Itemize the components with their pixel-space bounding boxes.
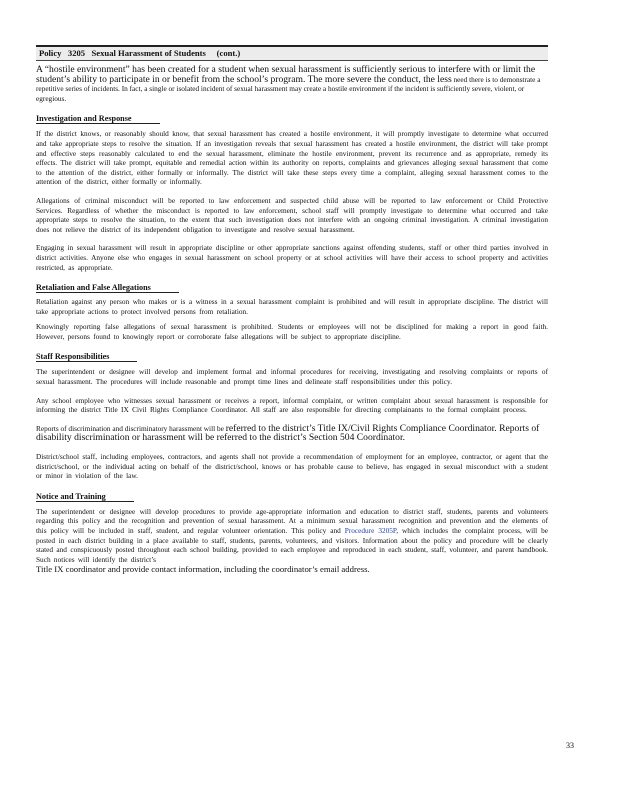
procedure-link[interactable]: Procedure 3205P	[344, 526, 397, 535]
notice-p1: The superintendent or designee will develop procedures to provide age-appropriate information and education to district staff, students, parents and volunteers regarding this policy and the recognition and prevention of sexual harassment. At a minimum sexual harassment recognition and prevention and the elements of this policy will be included in staff, student, and regular volunteer orientation. This policy and Procedure 3205P, which includes the complaint process, will be posted in each district building in a place available to staff, students, parents, volunteers, and visitors. Information about the policy and procedure will be clearly stated and conspicuously posted throughout each school building, provided to each employee and reproduced in each student, staff, volunteer, and parent handbook. Such notices will identify the district’s	[36, 506, 549, 564]
policy-header	[36, 45, 548, 61]
staff-p4: District/school staff, including employees, contractors, and agents shall not provide a recommendation of employment for an employee, contractor, or agent that the district/school, or the individual acting on behalf of the district/school, knows or has probable cause to believe, has engaged in sexual misconduct with a student or minor in violation of the law.	[36, 452, 548, 481]
staff-heading: Staff Responsibilities	[36, 352, 548, 362]
intro-paragraph	[36, 65, 548, 103]
page-number: 33	[566, 741, 574, 750]
retaliation-p1: Retaliation against any person who makes or is a witness in a sexual harassment complaint is prohibited and will result in appropriate discipline. The district will take appropriate actions to protect involved persons from retaliation.	[36, 297, 548, 316]
notice-final-line: Title IX coordinator and provide contact information, including the coordinator’s email address.	[36, 564, 370, 575]
retaliation-section	[36, 283, 548, 341]
investigation-p2: Allegations of criminal misconduct will be reported to law enforcement and suspected child abuse will be reported to law enforcement or Child Protective Services. Regardless of whether the misconduct is reported to law enforcement, school staff will promptly investigate to determine what occurred and take appropriate steps to resolve the situation, to the extent that such investigation does not interfere with an ongoing criminal investigation. A criminal investigation does not relieve the district of its independent obligation to investigate and resolve sexual harassment.	[36, 195, 548, 234]
document-page	[36, 45, 548, 575]
policy-number: 3205	[67, 48, 86, 58]
policy-cont: (cont.)	[216, 48, 241, 58]
staff-p3-big: referred to the district’s Title IX/Civil Rights Compliance Coordinator. Reports of disability discrimination or harassment will be referred to the district’s Section 504 Coordinator.	[36, 422, 540, 444]
investigation-heading: Investigation and Response	[36, 114, 548, 124]
notice-heading: Notice and Training	[36, 492, 548, 502]
retaliation-heading: Retaliation and False Allegations	[36, 283, 548, 293]
staff-p1: The superintendent or designee will develop and implement formal and informal procedures for receiving, investigating and resolving complaints or reports of sexual harassment. The procedures will include reasonable and prompt time lines and delineate staff responsibilities under this policy.	[36, 367, 548, 387]
investigation-p3: Engaging in sexual harassment will result in appropriate discipline or other appropriate sanctions against offending students, staff or other third parties involved in district activities. Anyone else who engages in sexual harassment on school property or at school activities will have their access to school property and activities restricted, as appropriate.	[36, 243, 548, 272]
retaliation-p2: Knowingly reporting false allegations of sexual harassment is prohibited. Students or employees will not be disciplined for making a report in good faith. However, persons found to knowingly report or corroborate false allegations will be subject to appropriate discipline.	[36, 322, 548, 341]
staff-p2: Any school employee who witnesses sexual harassment or receives a report, informal complaint, or written complaint about sexual harassment is responsible for informing the district Title IX Civil Rights Compliance Coordinator. All staff are also responsible for directing complainants to the formal complaint process.	[36, 395, 548, 415]
policy-title: Sexual Harassment of Students	[91, 48, 206, 58]
policy-label: Policy	[39, 48, 62, 58]
intro-big-text: A “hostile environment” has been created for a student when sexual harassment is sufficiently serious to interfere with or limit the student’s ability to participate in or benefit from the school’s program. The more severe the conduct, the less	[36, 64, 536, 85]
intro-small-text: need there is to demonstrate a repetitive series of incidents. In fact, a single or isolated incident of sexual harassment may create a hostile environment if the incident is sufficiently severe, violent, or egregious.	[36, 74, 541, 103]
investigation-p1: If the district knows, or reasonably should know, that sexual harassment has created a hostile environment, it will promptly investigate to determine what occurred and take appropriate steps to resolve the situation. If an investigation reveals that sexual harassment has created a hostile environment, the district will take prompt and effective steps reasonably calculated to end the sexual harassment, eliminate the hostile environment, prevent its recurrence and as appropriate, remedy its effects. The district will take prompt, equitable and remedial action within its authority on reports, complaints and grievances alleging sexual harassment that come to the attention of the district, either formally or informally. The district will take these steps every time a complaint, alleging sexual harassment comes to the attention of the district, either formally or informally.	[36, 129, 548, 187]
staff-p3	[36, 424, 548, 443]
staff-section	[36, 352, 548, 480]
notice-section	[36, 492, 548, 575]
investigation-section	[36, 114, 548, 272]
staff-p3-small: Reports of discrimination and discriminatory harassment will be	[36, 423, 224, 433]
